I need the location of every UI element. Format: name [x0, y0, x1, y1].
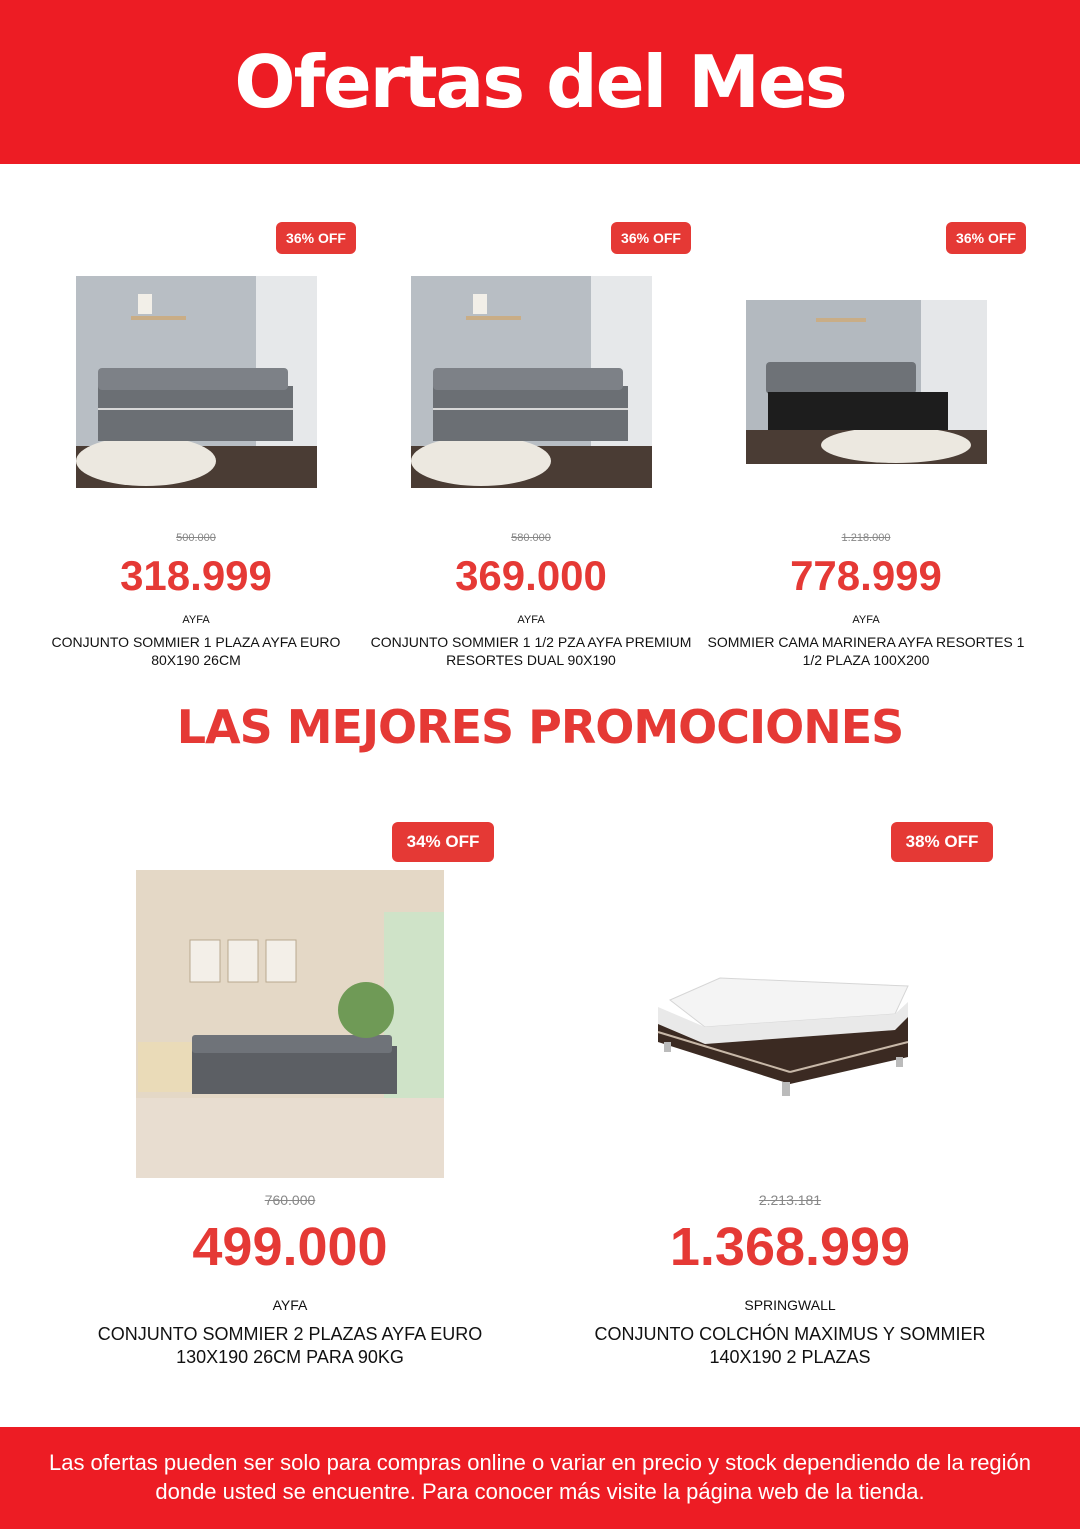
product-name[interactable]: CONJUNTO SOMMIER 2 PLAZAS AYFA EURO 130X190 26CM PARA 90KG	[97, 1324, 483, 1367]
product-image[interactable]	[746, 300, 987, 464]
discount-badge: 36% OFF	[276, 222, 356, 254]
product-card[interactable]	[28, 222, 364, 668]
product-image[interactable]	[76, 276, 317, 488]
brand: AYFA	[852, 614, 880, 626]
discount-badge: 34% OFF	[392, 822, 494, 862]
price: 1.368.999	[669, 1217, 911, 1277]
product-card[interactable]	[698, 222, 1034, 668]
price: 369.000	[455, 552, 607, 599]
product-name[interactable]: SOMMIER CAMA MARINERA AYFA RESORTES 1 1/2 PLAZA 100X200	[707, 634, 1025, 668]
product-card[interactable]	[80, 822, 500, 1372]
brand: AYFA	[272, 1297, 308, 1313]
price: 318.999	[120, 552, 272, 599]
old-price: 580.000	[511, 532, 551, 544]
brand: AYFA	[182, 614, 210, 626]
price: 778.999	[790, 552, 942, 599]
product-image[interactable]	[650, 972, 920, 1122]
section-title: LAS MEJORES PROMOCIONES	[176, 700, 904, 754]
old-price: 1.218.000	[841, 532, 891, 544]
discount-badge: 36% OFF	[946, 222, 1026, 254]
discount-badge: 38% OFF	[891, 822, 993, 862]
price: 499.000	[192, 1217, 388, 1277]
product-image[interactable]	[136, 870, 444, 1178]
brand: AYFA	[517, 614, 545, 626]
product-name[interactable]: CONJUNTO SOMMIER 1 1/2 PZA AYFA PREMIUM RESORTES DUAL 90X190	[370, 634, 692, 668]
brand: SPRINGWALL	[744, 1297, 836, 1313]
old-price: 2.213.181	[758, 1192, 822, 1208]
product-name[interactable]: CONJUNTO SOMMIER 1 PLAZA AYFA EURO 80X190 26CM	[51, 634, 341, 668]
old-price: 760.000	[264, 1192, 316, 1208]
page-header	[0, 0, 1080, 164]
product-card[interactable]	[580, 822, 1000, 1372]
product-image[interactable]	[411, 276, 652, 488]
product-name[interactable]: CONJUNTO COLCHÓN MAXIMUS Y SOMMIER 140X190 2 PLAZAS	[594, 1324, 986, 1367]
page-title: Ofertas del Mes	[234, 40, 846, 124]
disclaimer-text: Las ofertas pueden ser solo para compras online o variar en precio y stock dependiendo de la región donde usted se encuentre. Para conocer más visite la página web de la tienda.	[48, 1450, 1032, 1504]
discount-badge: 36% OFF	[611, 222, 691, 254]
product-card[interactable]	[363, 222, 699, 668]
old-price: 500.000	[176, 532, 216, 544]
disclaimer-footer	[0, 1427, 1080, 1529]
